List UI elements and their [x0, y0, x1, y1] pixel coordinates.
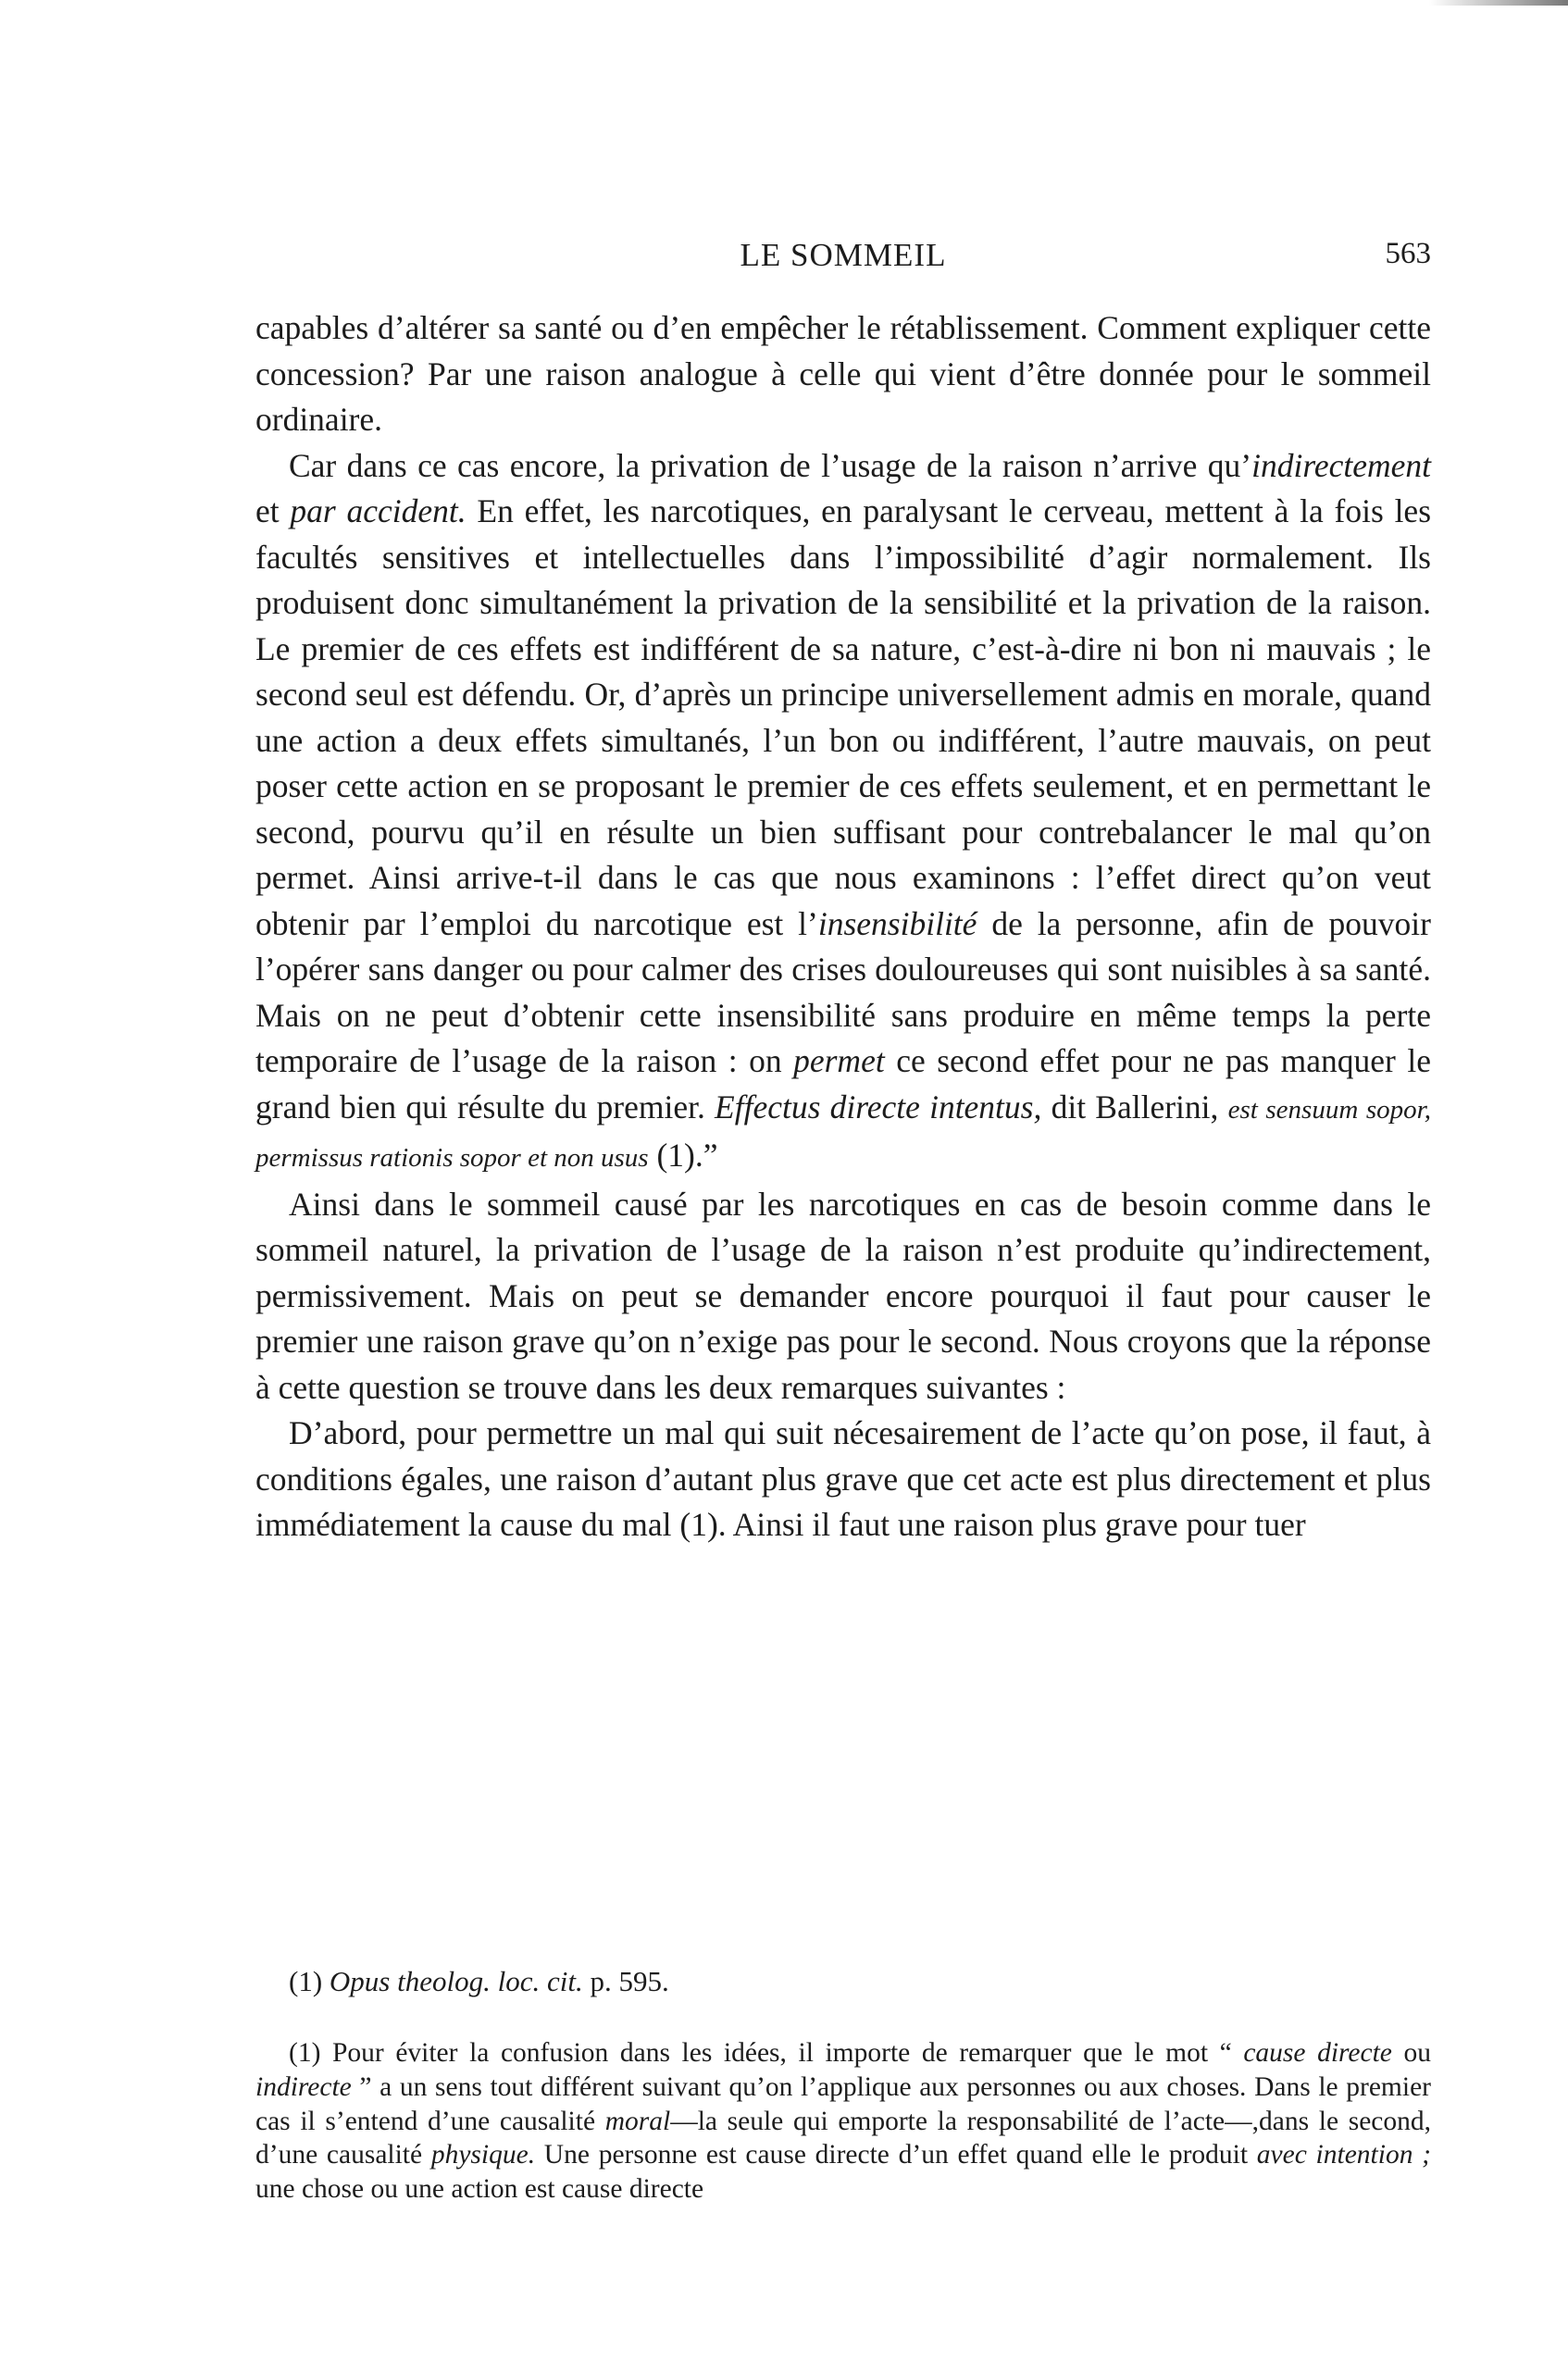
- footnote-ref: (1).”: [648, 1137, 718, 1174]
- paragraph-ainsi: Ainsi dans le sommeil causé par les narcotiques en cas de besoin comme dans le sommeil naturel, la privation de l’usage de la raison n’est produite qu’indirectement, permissivement. Mais on peut se demander encore pourquoi il faut pour causer le premier une raison grave qu’on n’exige pas pour le second. Nous croyons que la réponse à cette question se trouve dans les deux remarques suivantes :: [255, 1185, 1431, 1406]
- page-number: 563: [1385, 237, 1431, 270]
- footnote-2-text: [255, 2036, 1431, 2207]
- main-text: [255, 305, 1431, 1548]
- italic-term: indirecte: [255, 2071, 352, 2102]
- page-header: [255, 237, 1431, 283]
- text-run: ” a un sens tout différent suivant qu’on l’applique aux personnes ou aux choses. Dans le premier cas il s’entend d’une causalité: [255, 2071, 1431, 2136]
- italic-term: cause directe: [1243, 2038, 1392, 2068]
- text-run: dit Ballerini,: [1041, 1088, 1228, 1125]
- citation-page: p. 595.: [582, 1965, 669, 1997]
- text-run: (1) Pour éviter la confusion dans les idées, il importe de remarquer que le mot “: [289, 2038, 1244, 2068]
- paragraph-narcotics: [255, 443, 1431, 1182]
- citation-title: Opus theolog. loc. cit.: [329, 1965, 583, 1997]
- text-run: de la personne, afin de pouvoir l’opérer sans danger ou pour calmer des crises douloureuses qui sont nuisibles à sa santé. Mais on ne peut d’obtenir cette insensibilité sans produire en même temps la perte temporaire de l’usage de la raison : on: [255, 904, 1431, 1079]
- italic-term: avec intention ;: [1256, 2140, 1431, 2170]
- text-run: une chose ou une action est cause directe: [255, 2174, 704, 2205]
- italic-term: permet: [793, 1042, 885, 1079]
- text-run: Une personne est cause directe d’un effet quand elle le produit: [535, 2140, 1257, 2170]
- latin-phrase: Effectus directe intentus,: [715, 1088, 1042, 1125]
- italic-term: physique.: [430, 2140, 536, 2170]
- footnote-1: [255, 1962, 1431, 2001]
- text-run: et: [255, 492, 291, 529]
- text-run: ou: [1391, 2038, 1432, 2068]
- footnote-marker: (1): [289, 1965, 330, 1997]
- text-run: En effet, les narcotiques, en paralysant le cerveau, mettent à la fois les facultés sensitives et intellectuelles dans l’impossibilité d’agir normalement. Ils produisent donc simultanément la privation de la sensibilité et la privation de la raison. Le premier de ces effets est indifférent de sa nature, c’est-à-dire ni bon ni mauvais ; le second seul est défendu. Or, d’après un principe universellement admis en morale, quand une action a deux effets simultanés, l’un bon ou indifférent, l’autre mauvais, on peut poser cette action en se proposant le premier de ces effets seulement, et en permettant le second, pourvu qu’il en résulte un bien suffisant pour contrebalancer le mal qu’on permet. Ainsi arrive-t-il dans le cas que nous examinons : l’effet direct qu’on veut obtenir par l’emploi du narcotique est l’: [255, 492, 1432, 942]
- text-run: ce second effet pour ne pas manquer le grand bien qui résulte du premier.: [255, 1042, 1431, 1125]
- paragraph-continued: capables d’altérer sa santé ou d’en empêcher le rétablissement. Comment expliquer cette concession? Par une raison analogue à celle qui vient d’être donnée pour le sommeil ordinaire.: [255, 309, 1431, 438]
- running-title: LE SOMMEIL: [740, 237, 947, 273]
- text-run: Car dans ce cas encore, la privation de l’usage de la raison n’arrive qu’: [289, 446, 1252, 484]
- text-run: —la seule qui emporte la responsabilité de l’acte—,dans le second, d’une causalité: [255, 2106, 1432, 2170]
- italic-term: insensibilité: [817, 904, 977, 942]
- latin-quote: est sensuum sopor, permissus rationis sopor et non usus: [255, 1094, 1431, 1173]
- scan-edge-mark: [1429, 0, 1568, 6]
- paragraph-dabord: D’abord, pour permettre un mal qui suit nécesairement de l’acte qu’on pose, il faut, à conditions égales, une raison d’autant plus grave que cet acte est plus directement et plus immédiatement la cause du mal (1). Ainsi il faut une raison plus grave pour tuer: [255, 1414, 1431, 1543]
- italic-term: indirectement: [1251, 446, 1431, 484]
- italic-term: moral: [604, 2106, 671, 2136]
- italic-term: par accident.: [290, 492, 467, 529]
- footnote-2: [255, 2036, 1431, 2207]
